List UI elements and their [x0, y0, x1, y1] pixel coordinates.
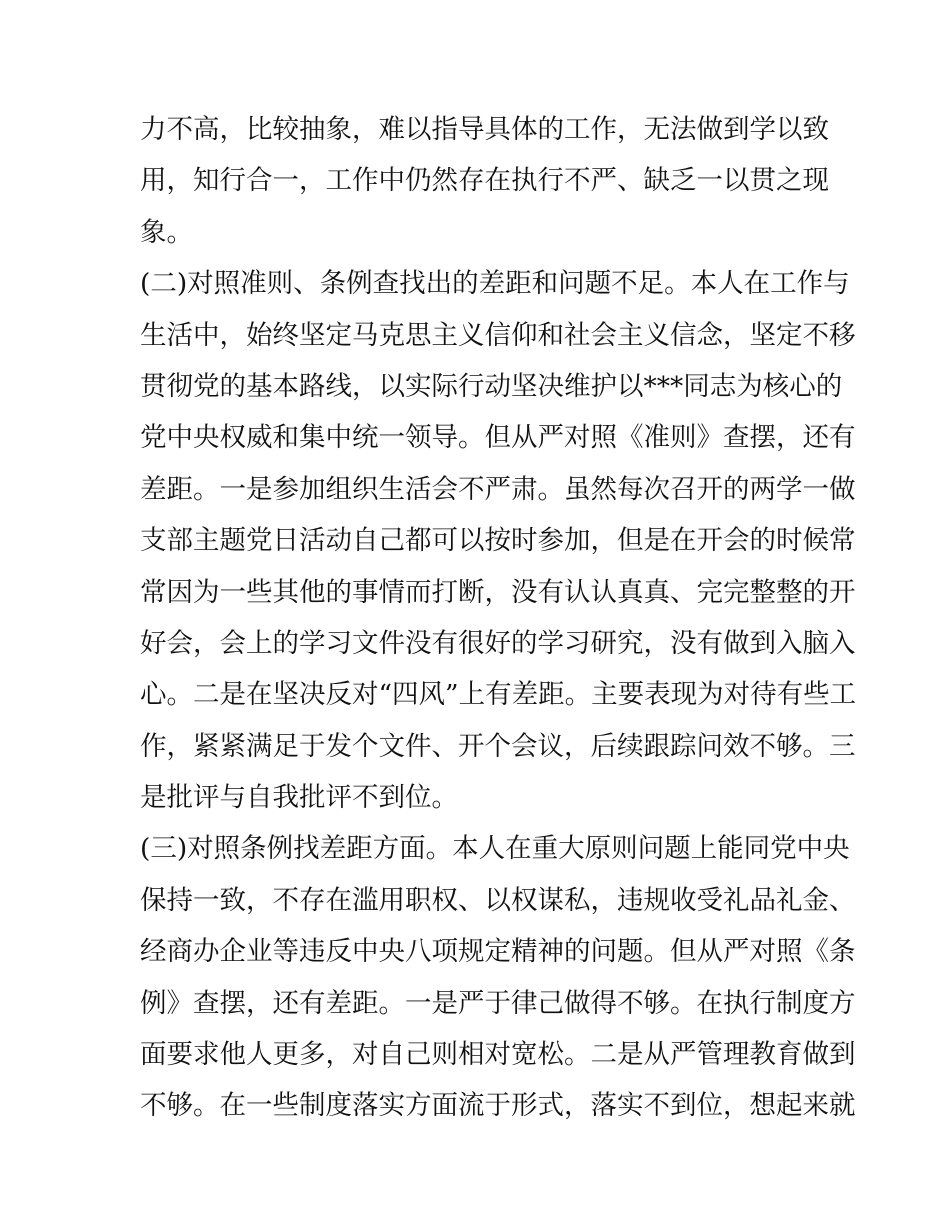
text-line: 保持一致，不存在滥用职权、以权谋私，违规收受礼品礼金、 — [140, 884, 856, 916]
text-line: 面要求他人更多，对自己则相对宽松。二是从严管理教育做到 — [140, 1039, 856, 1071]
text-line: 例》查摆，还有差距。一是严于律己做得不够。在执行制度方 — [140, 987, 856, 1019]
document-body — [140, 104, 857, 1132]
text-line: 不够。在一些制度落实方面流于形式，落实不到位，想起来就 — [140, 1090, 856, 1122]
text-line: 力不高，比较抽象，难以指导具体的工作，无法做到学以致 — [140, 114, 829, 145]
text-line: 作，紧紧满足于发个文件、开个会议，后续跟踪问效不够。三 — [140, 730, 856, 762]
text-line: (二)对照准则、条例查找出的差距和问题不足。本人在工作与 — [140, 268, 850, 300]
text-line: 用，知行合一，工作中仍然存在执行不严、缺乏一以贯之现 — [140, 165, 829, 197]
text-line: 是批评与自我批评不到位。 — [140, 782, 458, 814]
text-line: (三)对照条例找差距方面。本人在重大原则问题上能同党中央 — [140, 833, 850, 865]
text-line: 差距。一是参加组织生活会不严肃。虽然每次召开的两学一做 — [140, 473, 856, 505]
text-line: 支部主题党日活动自己都可以按时参加，但是在开会的时候常 — [140, 525, 856, 557]
text-line: 常因为一些其他的事情而打断，没有认认真真、完完整整的开 — [140, 576, 856, 608]
text-line: 党中央权威和集中统一领导。但从严对照《准则》查摆，还有 — [140, 422, 856, 454]
text-line: 贯彻党的基本路线，以实际行动坚决维护以***同志为核心的 — [140, 370, 843, 402]
text-line: 经商办企业等违反中央八项规定精神的问题。但从严对照《条 — [140, 936, 856, 968]
text-line: 心。二是在坚决反对“四风”上有差距。主要表现为对待有些工 — [140, 679, 857, 711]
text-line: 象。 — [140, 216, 193, 248]
text-line: 生活中，始终坚定马克思主义信仰和社会主义信念，坚定不移 — [140, 319, 856, 351]
text-line: 好会，会上的学习文件没有很好的学习研究，没有做到入脑入 — [140, 627, 856, 659]
